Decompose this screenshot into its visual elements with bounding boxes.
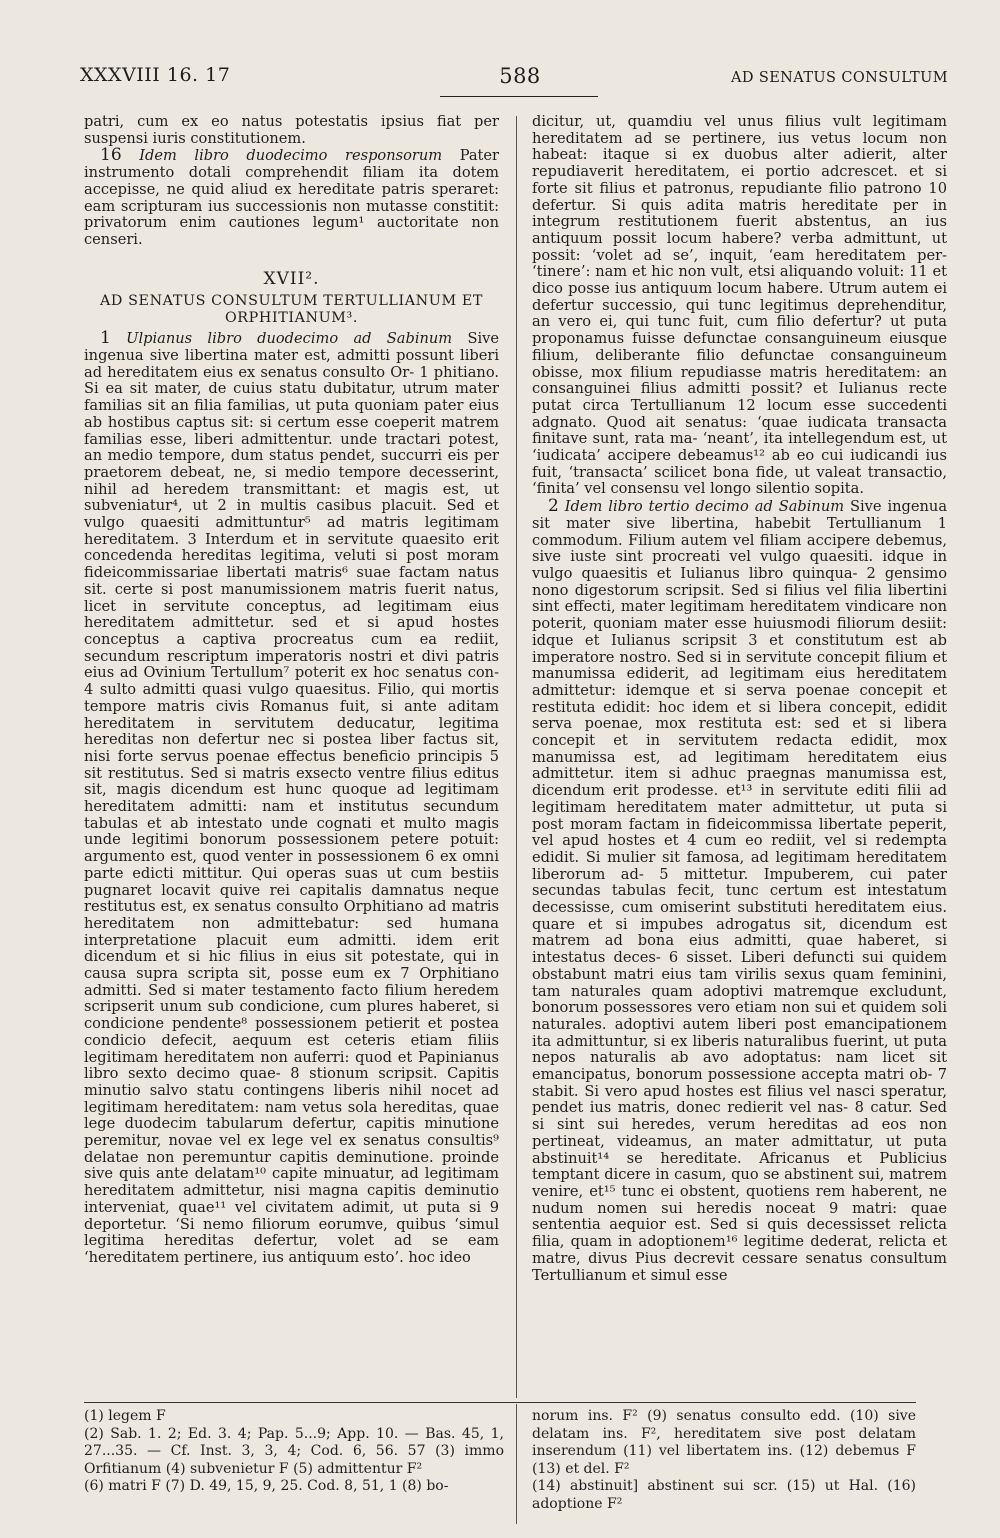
footnote-rule: [84, 1402, 916, 1403]
running-header-left: XXXVIII 16. 17: [80, 64, 231, 86]
paragraph-continuation: dicitur, ut, quamdiu vel unus filius vult legitimam hereditatem ad se pertinere, ius vetus locum non habeat: itaque si ex duobus alter adierit, alter repudiaverit hereditatem, ei portio adcrescet. et si forte sit filius et patronus, repudiante filio patrono 10 defertur. Si quis adita matris hereditate per in integrum restitutionem fuerit abstentus, an ius antiquum possit locum habere? verba admittunt, ut possit: ‘volet ad se’, inquit, ‘eam hereditatem per- ‘tinere’: nam et hic non vult, etsi aliquando voluit: 11 et dico posse ius antiquum locum habere. Utrum autem ei defertur successio, qui tunc legitimus deprehenditur, an vero ei, qui tunc fuit, cum filio defertur? ut puta proponamus fuisse defunctae consanguineum eiusque filium, deliberante filio defunctae consanguineum obisse, mox filium repudiasse matris hereditatem: an consanguinei filius admitti possit? et Iulianus recte putat circa Tertullianum 12 locum esse succedenti adgnato. Quod ait senatus: ‘quae iudicata transacta finitave sunt, rata ma- ‘neant’, ita intellegendum est, ut ‘iudicata’ accipere debeamus¹² ab eo cui iudicandi ius fuit, ‘transacta’ scilicet bona fide, ut valeat transactio, ‘finita’ vel consensu vel longo silentio sopita.: [532, 113, 947, 498]
left-column: [84, 114, 499, 1267]
fragment-inscription: Idem libro tertio decimo ad Sabinum: [564, 498, 845, 516]
fragment-text: Pater instrumento dotali comprehendit filiam ita dotem accepisse, ne quid aliud ex hereditate patris speraret: eam scripturam ius successionis non mutasse constitit: privatorum enim cautiones legum¹ auctoritate non censeri.: [84, 147, 500, 248]
fragment-inscription: Ulpianus libro duodecimo ad Sabinum: [126, 330, 453, 348]
fragment-text: Sive ingenua sive libertina mater est, admitti possunt liberi ad hereditatem eius ex senatus consulto Or- 1 phitiano. Si ea sit mater, de cuius statu dubitatur, utrum mater familias sit an filia familias, ut puta quoniam pater eius ab hostibus captus sit: si certum esse coeperit matrem familias esse, liberi admittentur. unde tractari potest, an medio tempore, dum status pendet, succurri eis per praetorem debeat, ne, si medio tempore decesserint, nihil ad heredem transmittant: et magis est, ut subveniatur⁴, ut 2 in multis casibus placuit. Sed et vulgo quaesiti admittuntur⁵ ad matris legitimam hereditatem. 3 Interdum et in servitute quaesito erit concedenda hereditas legitima, veluti si post moram fideicommissariae libertati matris⁶ suae factam natus sit. certe si post manumissionem matris fuerit natus, licet in servitute conceptus, ad legitimam eius hereditatem admittetur. sed et si apud hostes conceptus a captiva procreatus cum ea rediit, secundum rescriptum imperatoris nostri et divi patris eius ad Ovinium Tertullum⁷ poterit ex hoc senatus con- 4 sulto admitti quasi vulgo quaesitus. Filio, qui mortis tempore matris civis Romanus fuit, si ante aditam hereditatem in servitutem deducatur, legitima hereditas non defertur nec si postea liber factus sit, nisi forte servus poenae effectus beneficio principis 5 sit restitutus. Sed si matris exsecto ventre filius editus sit, magis dicendum est hunc quoque ad legitimam hereditatem admitti: nam et institutus secundum tabulas et ab intestato unde cognati et multo magis unde legitimi bonorum possessionem petere potuit: argumento est, quod venter in possessionem 6 ex omni parte edicti mittitur. Qui operas suas ut cum bestiis pugnaret locavit quive rei capitalis damnatus neque restitutus est, ex senatus consulto Orphitiano ad matris hereditatem non admittebatur: sed humana interpretatione placuit eum admitti. idem erit dicendum et si hic filius in eius sit potestate, qui in causa supra scripta sit, posse eum ex 7 Orphitiano admitti. Sed si mater testamento facto filium heredem scripserit unum sub condicione, cum plures haberet, si condicione pendente⁸ possessionem petierit et postea condicio defecit, aequum est ceteris etiam filiis legitimam hereditatem non auferri: quod et Papinianus libro sexto decimo quae- 8 stionum scripsit. Capitis minutio salvo statu contingens liberis nihil nocet ad legitimam hereditatem: nam vetus sola hereditas, quae lege duodecim tabularum defertur, capitis minutione peremitur, novae vel ex lege vel ex senatus consultis⁹ delatae non peremuntur capitis deminutione. proinde sive quis ante delatam¹⁰ capite minuatur, ad legitimam hereditatem admittetur, nisi magna capitis deminutio interveniat, quae¹¹ vel civitatem adimit, ut puta si 9 deportetur. ‘Si nemo filiorum eorumve, quibus ‘simul legitima hereditas defertur, volet ad se eam ‘hereditatem pertinere, ius antiquum esto’. hoc ideo: [84, 330, 499, 1266]
fragment-number: 2: [548, 496, 559, 517]
paragraph-continuation: patri, cum ex eo natus potestatis ipsius fiat per suspensi iuris constitutionem.: [84, 113, 499, 147]
running-header-right: AD SENATUS CONSULTUM: [730, 70, 948, 86]
fragment-1: [84, 330, 499, 1266]
fragment-number: 16: [100, 145, 122, 166]
footnotes-left: [84, 1408, 504, 1496]
footnote-line: (14) abstinuit] abstinent sui scr. (15) ut Hal. (16) adoptione F²: [532, 1478, 916, 1512]
header-rule: [440, 96, 598, 97]
fragment-inscription: Idem libro duodecimo responsorum: [139, 147, 443, 165]
footnote-line: (2) Sab. 1. 2; Ed. 3. 4; Pap. 5...9; App. 10. — Bas. 45, 1, 27...35. — Cf. Inst. 3, 3, 4; Cod. 6, 56. 57 (3) immo Orfitianum (4) subvenietur F (5) admittentur F²: [84, 1425, 504, 1477]
fragment-16: [84, 147, 499, 248]
footnotes-right: [532, 1408, 916, 1513]
fragment-2: [532, 498, 947, 1284]
footnote-line: norum ins. F² (9) senatus consulto edd. (10) sive delatam ins. F², hereditatem sive post delatam inserendum (11) vel libertatem ins. (12) debemus F (13) et del. F²: [532, 1408, 916, 1477]
footnote-divider: [516, 1404, 517, 1524]
column-divider: [516, 116, 517, 1398]
title-number: XVII².: [263, 268, 320, 289]
right-column: [532, 114, 947, 1284]
footnote-line: (1) legem F: [84, 1408, 166, 1424]
footnote-line: (6) matri F (7) D. 49, 15, 9, 25. Cod. 8, 51, 1 (8) bo-: [84, 1478, 449, 1494]
fragment-text: Sive ingenua sit mater sive libertina, habebit Tertullianum 1 commodum. Filium autem vel filiam accipere debemus, sive iuste sint procreati vel vulgo quaesiti. idque in vulgo quaesitis et Iulianus libro quinqua- 2 gensimo nono digestorum scripsit. Sed si filius vel filia libertini sint effecti, mater legitimam hereditatem vindicare non poterit, quoniam mater esse huiusmodi filiorum desiit: idque et Iulianus scripsit 3 et constitutum est ab imperatore nostro. Sed si in servitute concepit filium et manumissa ediderit, ad legitimam eius hereditatem admittetur: idemque et si serva poenae concepit et restituta edidit: hoc idem et si libera concepit, edidit serva poenae, mox restituta est: sed et si libera concepit et in servitutem redacta edidit, mox manumissa est, ad legitimam hereditatem eius admittetur. item si adhuc praegnas manumissa est, dicendum erit prodesse. et¹³ in servitute editi filii ad legitimam hereditatem mater admittetur, ut puta si post moram factam in fideicommissa libertate peperit, vel apud hostes et 4 cum eo rediit, vel si redempta edidit. Si mulier sit famosa, ad legitimam hereditatem liberorum ad- 5 mittetur. Impuberem, cui pater secundas tabulas fecit, tunc certum est intestatum decessisse, cum omiserint substituti hereditatem eius. quare et si impubes adrogatus sit, dicendum est matrem ad bona eius admitti, quae haberet, si intestatus deces- 6 sisset. Liberi defuncti sui quidem obstabunt matri eius tam virilis sexus quam feminini, tam naturales quam adoptivi matremque excludunt, bonorum possessores vero etiam non sui et quidem soli naturales. adoptivi autem liberi post emancipationem ita admittuntur, si ex liberis naturalibus fuerint, ut puta nepos naturalis ab avo adoptatus: nam licet sit emancipatus, bonorum possessione accepta matri ob- 7 stabit. Si vero apud hostes est filius vel nasci speratur, pendet ius matris, donec redierit vel nas- 8 catur. Sed si sint sui heredes, verum hereditas ad eos non pertineat, videamus, an mater admittatur, ut puta abstinuit¹⁴ se hereditate. Africanus et Publicius temptant dicere in casum, quo se abstinent sui, matrem venire, et¹⁵ tunc ei obstent, quotiens rem haberent, ne nudum nomen sui heredis noceat 9 matri: quae sententia aequior est. Sed si quis decessisset relicta filia, quam in adoptionem¹⁶ legitime dederat, relicta et matre, divus Pius decrevit cessare senatus consultum Tertullianum et simul esse: [532, 498, 948, 1284]
fragment-number: 1: [100, 328, 111, 349]
page-number: 588: [499, 64, 541, 88]
title-heading: AD SENATUS CONSULTUM TERTULLIANUM ET ORPHITIANUM³.: [100, 293, 483, 326]
